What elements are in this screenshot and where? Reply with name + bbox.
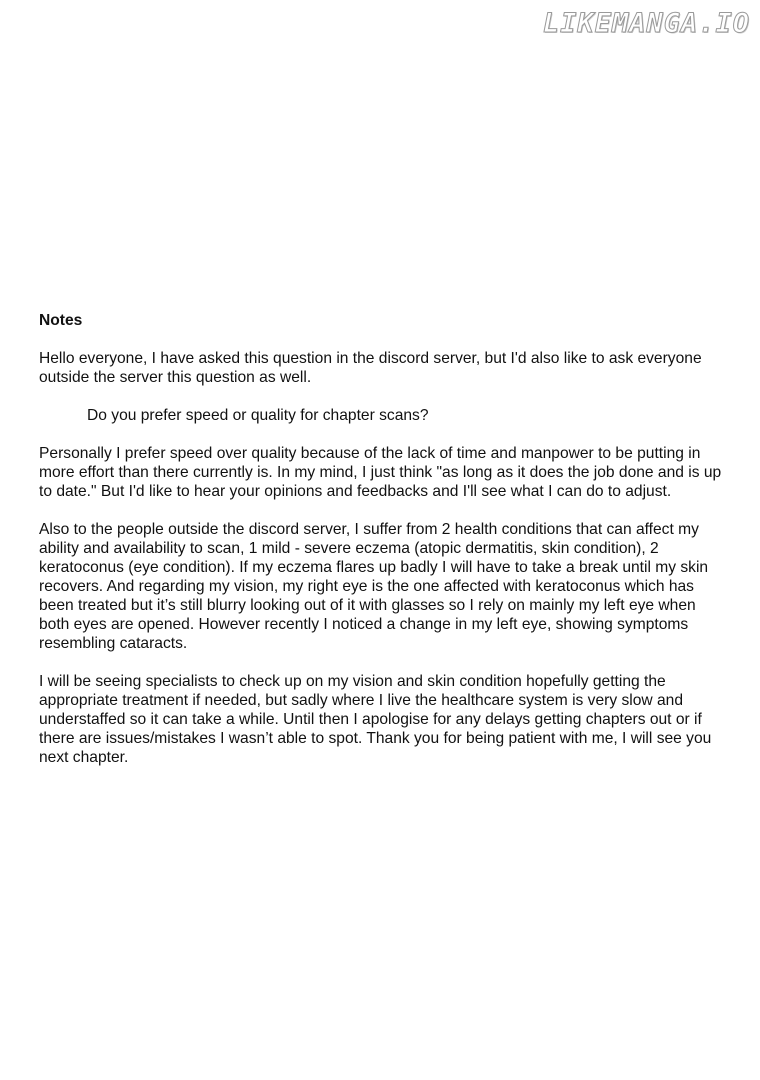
notes-title: Notes (39, 312, 83, 329)
closing-paragraph: I will be seeing specialists to check up on my vision and skin condition hopefully getting the appropriate treatment if needed, but sadly where I live the healthcare system is very slow and understaffed so it can take a while. Until then I apologise for any delays getting chapters out or if there are issues/mistakes I wasn’t able to spot. Thank you for being patient with me, I will see you next chapter. (39, 673, 712, 766)
site-watermark: LIKEMANGA.IO (542, 8, 750, 39)
question-paragraph: Do you prefer speed or quality for chapter scans? (87, 407, 429, 424)
notes-section (39, 311, 729, 786)
health-paragraph: Also to the people outside the discord server, I suffer from 2 health conditions that can affect my ability and availability to scan, 1 mild - severe eczema (atopic dermatitis, skin condition), 2 keratoconus (eye condition). If my eczema flares up badly I will have to take a break until my skin recovers. And regarding my vision, my right eye is the one affected with keratoconus which has been treated but it’s still blurry looking out of it with glasses so I rely on mainly my left eye when both eyes are opened. However recently I noticed a change in my left eye, showing symptoms resembling cataracts. (39, 521, 709, 652)
intro-paragraph: Hello everyone, I have asked this question in the discord server, but I'd also like to ask everyone outside the server this question as well. (39, 350, 702, 386)
opinion-paragraph: Personally I prefer speed over quality because of the lack of time and manpower to be putting in more effort than there currently is. In my mind, I just think "as long as it does the job done and is up to date." But I'd like to hear your opinions and feedbacks and I'll see what I can do to adjust. (39, 445, 722, 500)
